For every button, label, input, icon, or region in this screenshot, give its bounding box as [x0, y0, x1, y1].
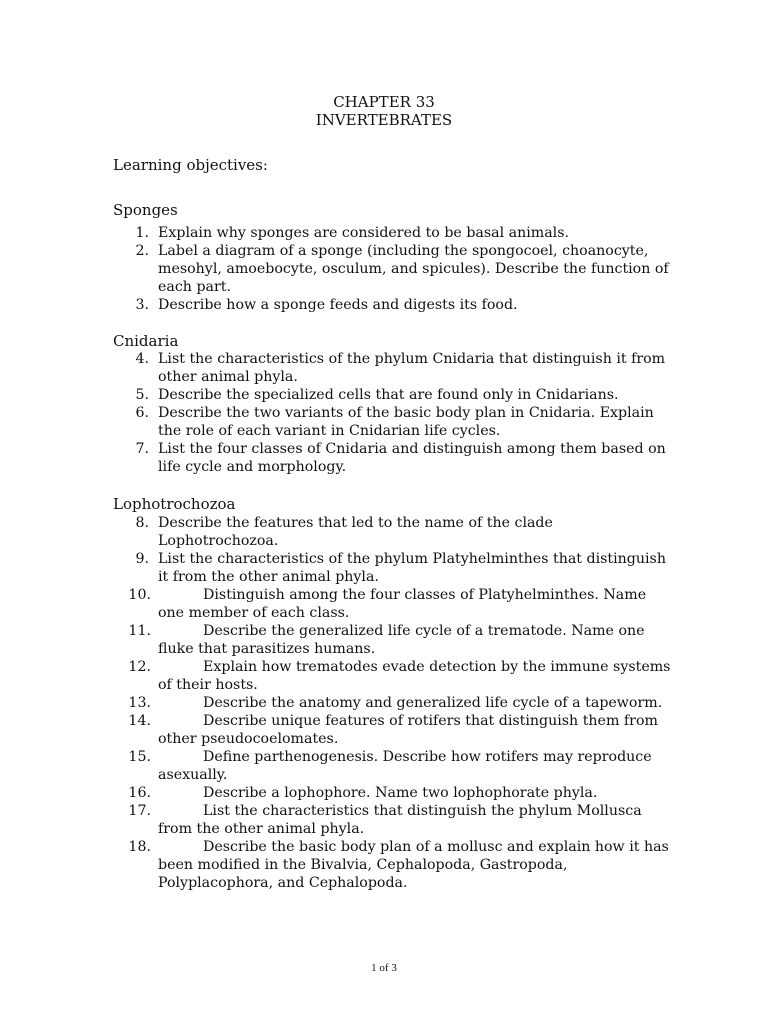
item-text: List the characteristics that distinguish the phylum Mollusca from the other animal phyla. [158, 803, 642, 837]
item-number: 16. [128, 785, 151, 801]
item-number: 9. [135, 551, 149, 567]
item-number: 6. [135, 405, 149, 421]
item-number: 13. [128, 695, 151, 711]
chapter-header [0, 93, 768, 129]
item-text: Distinguish among the four classes of Platyhelminthes. Name one member of each class. [158, 587, 647, 621]
chapter-title: INVERTEBRATES [315, 111, 453, 129]
list-item [113, 296, 673, 314]
item-number: 17. [128, 803, 151, 819]
learning-objectives-label: Learning objectives [113, 156, 263, 174]
item-number: 1. [135, 225, 149, 241]
item-number: 12. [128, 659, 151, 675]
item-number: 14. [128, 713, 151, 729]
item-text: Describe the specialized cells that are found only in Cnidarians. [158, 387, 619, 403]
item-text: List the characteristics of the phylum Cnidaria that distinguish it from other animal phyla. [158, 351, 666, 385]
item-text: Describe the anatomy and generalized life cycle of a tapeworm. [203, 695, 663, 711]
objective-list-lophotrochozoa [113, 514, 673, 892]
item-text: Describe how a sponge feeds and digests its food. [158, 297, 518, 313]
item-text: Explain how trematodes evade detection by the immune systems of their hosts. [158, 659, 671, 693]
item-text: Describe the features that led to the name of the clade Lophotrochozoa. [158, 515, 553, 549]
item-text: Describe the two variants of the basic body plan in Cnidaria. Explain the role of each variant in Cnidarian life cycles. [158, 405, 654, 439]
section-heading-cnidaria: Cnidaria [113, 332, 179, 350]
chapter-number: CHAPTER 33 [333, 93, 435, 111]
page-number: 1 of 3 [371, 962, 397, 974]
learning-objectives-heading [113, 156, 268, 174]
list-item [113, 550, 673, 586]
list-item [113, 712, 673, 748]
item-text: Describe the basic body plan of a mollusc and explain how it has been modified in the Bivalvia, Cephalopoda, Gastropoda, Polyplacophora, and Cephalopoda. [158, 839, 669, 891]
item-number: 2. [135, 243, 149, 259]
objective-list-sponges [113, 224, 673, 314]
item-text: Describe unique features of rotifers that distinguish them from other pseudocoelomates. [158, 713, 658, 747]
section-heading-lophotrochozoa: Lophotrochozoa [113, 495, 236, 513]
item-text: Describe the generalized life cycle of a trematode. Name one fluke that parasitizes humans. [158, 623, 645, 657]
list-item [113, 694, 673, 712]
list-item [113, 748, 673, 784]
item-number: 7. [135, 441, 149, 457]
list-item [113, 224, 673, 242]
list-item [113, 514, 673, 550]
list-item [113, 242, 673, 296]
list-item [113, 440, 673, 476]
item-number: 4. [135, 351, 149, 367]
objective-list-cnidaria [113, 350, 673, 476]
item-number: 3. [135, 297, 149, 313]
item-number: 15. [128, 749, 151, 765]
item-number: 8. [135, 515, 149, 531]
list-item [113, 802, 673, 838]
list-item [113, 658, 673, 694]
item-text: Define parthenogenesis. Describe how rotifers may reproduce asexually. [158, 749, 652, 783]
list-item [113, 622, 673, 658]
list-item [113, 386, 673, 404]
list-item [113, 838, 673, 892]
item-text: Describe a lophophore. Name two lophophorate phyla. [203, 785, 598, 801]
list-item [113, 350, 673, 386]
list-item [113, 586, 673, 622]
item-number: 5. [135, 387, 149, 403]
item-number: 10. [128, 587, 151, 603]
item-number: 18. [128, 839, 151, 855]
item-text: Label a diagram of a sponge (including the spongocoel, choanocyte, mesohyl, amoebocyte, osculum, and spicules). Describe the function of each part. [158, 243, 669, 295]
item-text: List the four classes of Cnidaria and distinguish among them based on life cycle and morphology. [158, 441, 666, 475]
learning-objectives-colon: : [262, 156, 268, 174]
item-text: List the characteristics of the phylum Platyhelminthes that distinguish it from the other animal phyla. [158, 551, 666, 585]
item-text: Explain why sponges are considered to be basal animals. [158, 225, 570, 241]
item-number: 11. [128, 623, 151, 639]
list-item [113, 784, 673, 802]
section-heading-sponges: Sponges [113, 201, 178, 219]
list-item [113, 404, 673, 440]
